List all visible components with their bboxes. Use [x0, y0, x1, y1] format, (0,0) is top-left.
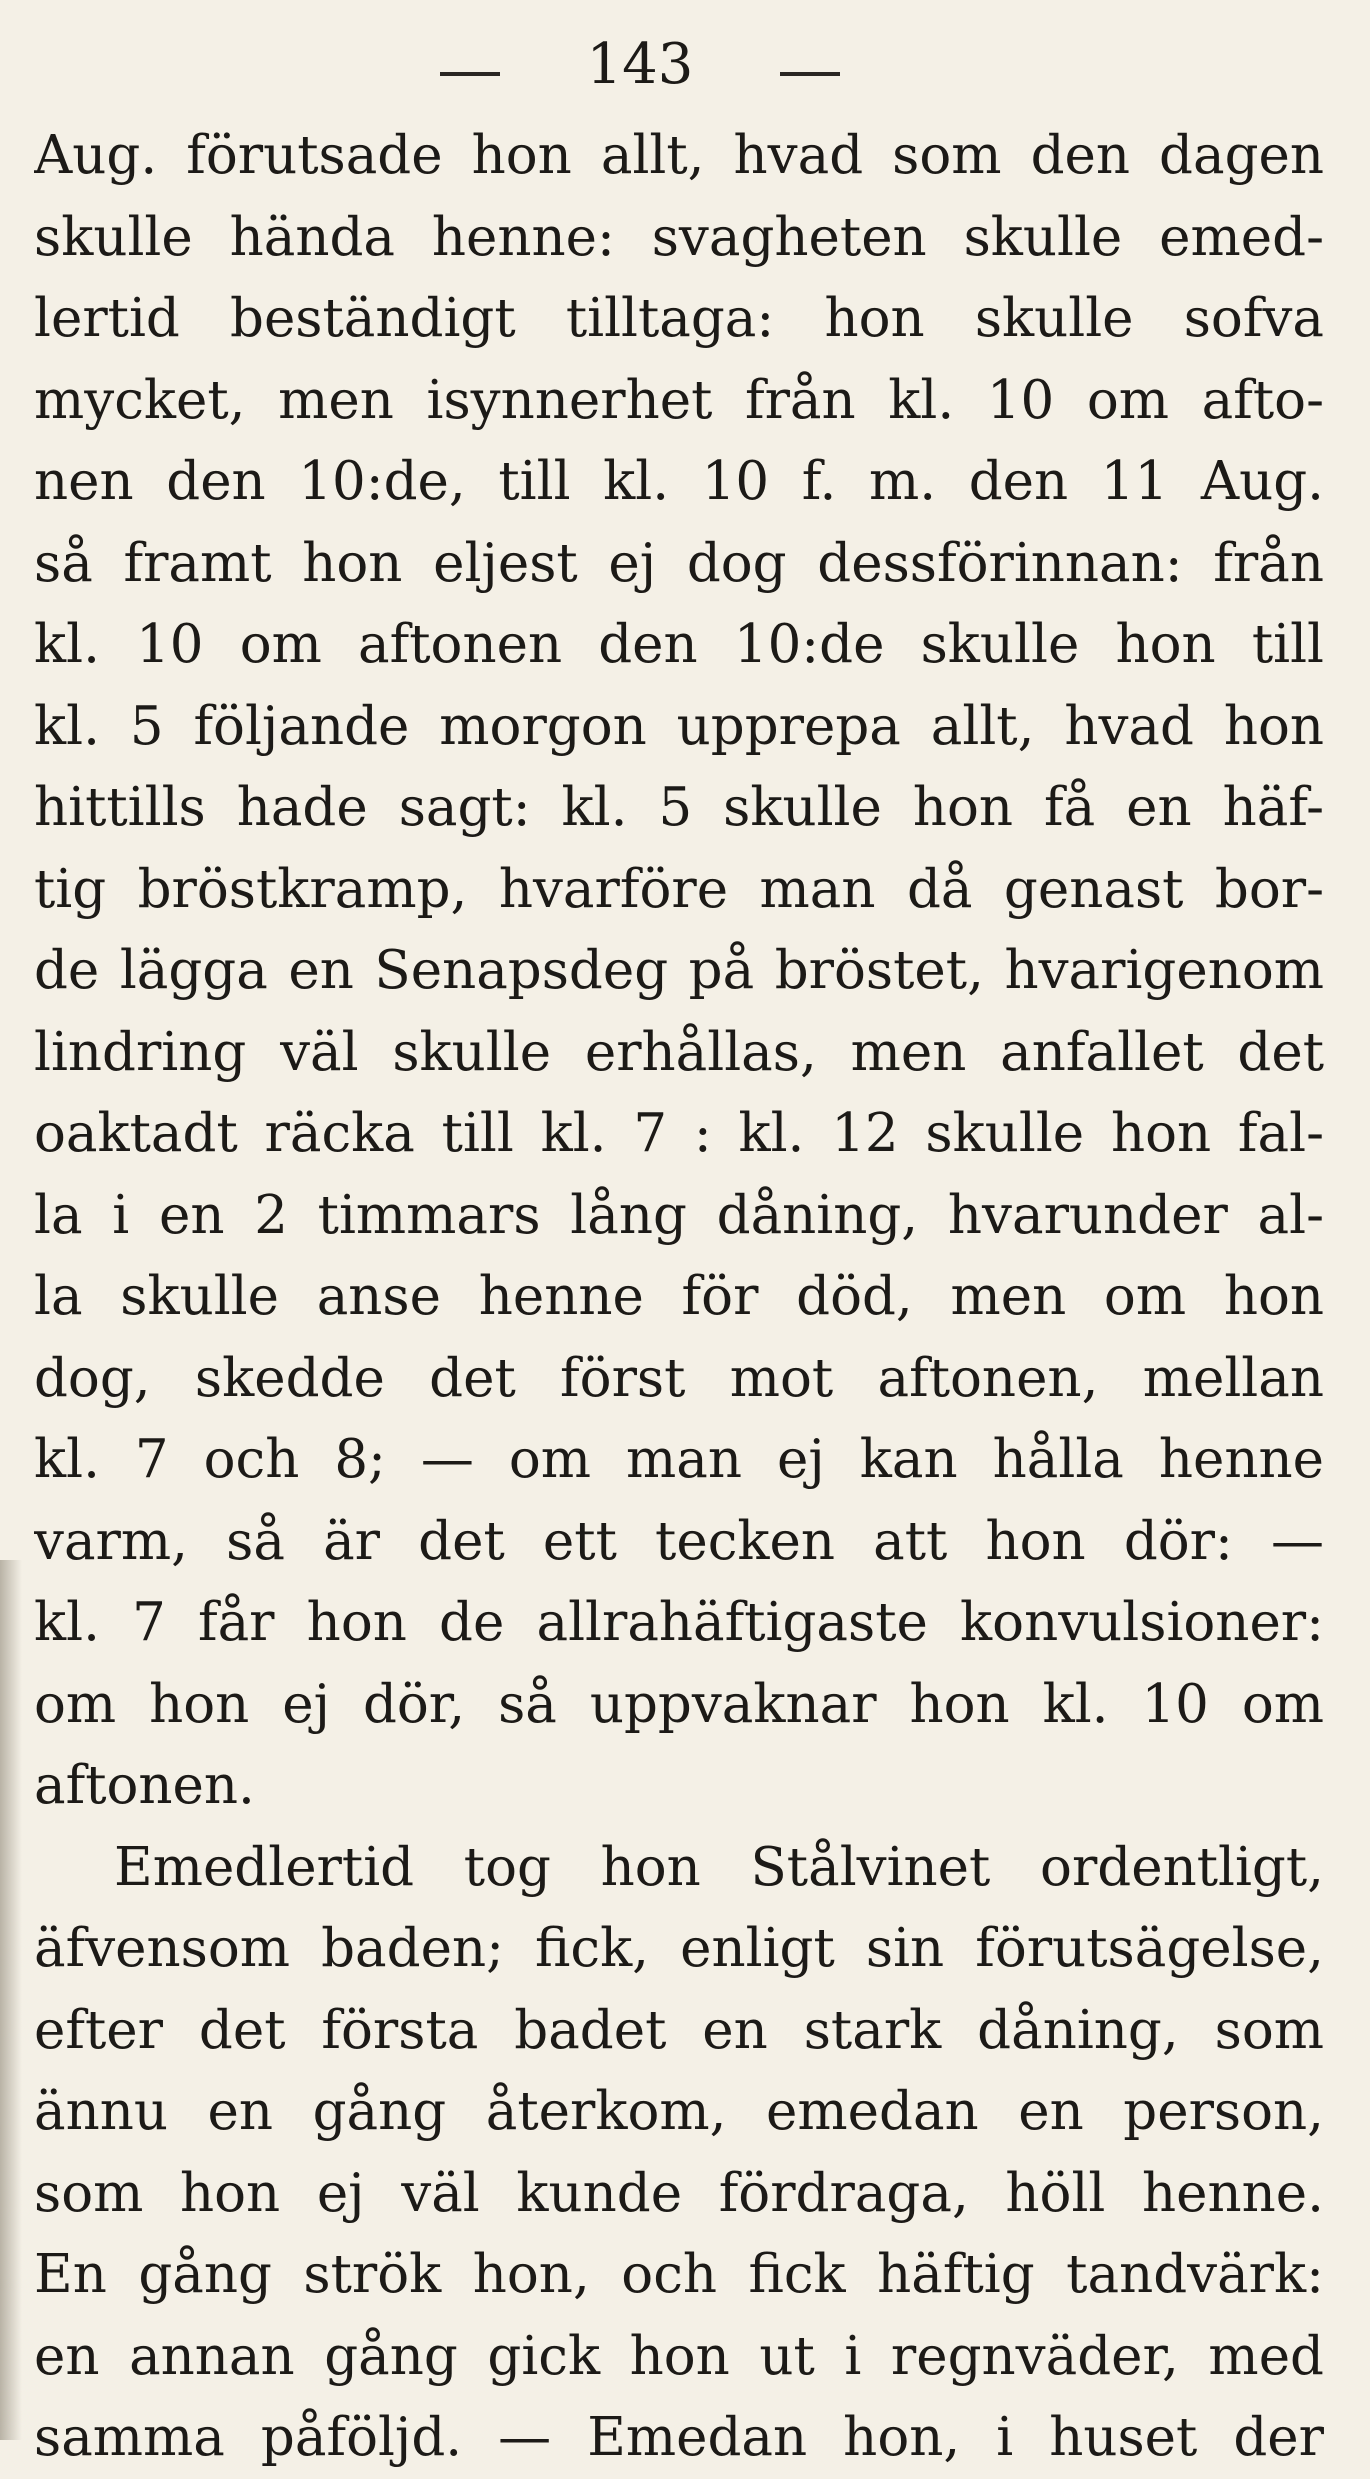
text-line: kl. 7 och 8; — om man ej kan hålla henne — [34, 1429, 1324, 1490]
text-line: varm, så är det ett tecken att hon dör: — — [34, 1510, 1324, 1572]
text-line: hittills hade sagt: kl. 5 skulle hon få en häf- — [34, 777, 1324, 838]
text-line: kl. 5 följande morgon upprepa allt, hvad hon — [34, 695, 1324, 757]
text-line: Aug. förutsade hon allt, hvad som den dagen — [34, 125, 1324, 186]
text-line: ännu en gång återkom, emedan en person, — [34, 2081, 1324, 2142]
text-line: lindring väl skulle erhållas, men anfallet det — [34, 1021, 1324, 1083]
text-line: nen den 10:de, till kl. 10 f. m. den 11 Aug. — [34, 451, 1324, 512]
text-line: äfvensom baden; fick, enligt sin förutsägelse, — [34, 1918, 1324, 1979]
text-line: mycket, men isynnerhet från kl. 10 om afto- — [34, 369, 1324, 431]
header-dash-left — [440, 72, 500, 76]
text-line: skulle hända henne: svagheten skulle emed- — [34, 206, 1324, 268]
text-line: oaktadt räcka till kl. 7 : kl. 12 skulle hon fal- — [34, 1103, 1324, 1164]
text-line: kl. 10 om aftonen den 10:de skulle hon till — [34, 614, 1324, 675]
page-number: 143 — [586, 32, 694, 97]
text-line: Emedlertid tog hon Stålvinet ordentligt, — [114, 1836, 1324, 1898]
text-line: lertid beständigt tilltaga: hon skulle sofva — [34, 288, 1324, 349]
page-header — [0, 30, 1370, 100]
text-line: de lägga en Senapsdeg på bröstet, hvarigenom — [34, 940, 1324, 1001]
text-line: dog, skedde det först mot aftonen, mellan — [34, 1347, 1324, 1409]
text-line: kl. 7 får hon de allrahäftigaste konvulsioner: — [34, 1592, 1324, 1653]
text-line: la skulle anse henne för död, men om hon — [34, 1266, 1324, 1327]
text-line: om hon ej dör, så uppvaknar hon kl. 10 om — [34, 1673, 1324, 1735]
text-line: så framt hon eljest ej dog dessförinnan: från — [34, 532, 1324, 594]
header-dash-right — [780, 72, 840, 76]
text-line: samma påföljd. — Emedan hon, i huset der — [34, 2407, 1324, 2468]
text-line: en annan gång gick hon ut i regnväder, med — [34, 2325, 1324, 2387]
text-line: la i en 2 timmars lång dåning, hvarunder al- — [34, 1184, 1324, 1246]
text-line: som hon ej väl kunde fördraga, höll henne. — [34, 2162, 1324, 2224]
page-edge-shadow — [0, 1560, 22, 2440]
body-text — [34, 115, 1324, 2479]
text-line: efter det första badet en stark dåning, som — [34, 1999, 1324, 2061]
text-line: tig bröstkramp, hvarföre man då genast bor- — [34, 858, 1324, 920]
text-line: aftonen. — [34, 1755, 255, 1816]
text-line: En gång strök hon, och fick häftig tandvärk: — [34, 2244, 1324, 2305]
